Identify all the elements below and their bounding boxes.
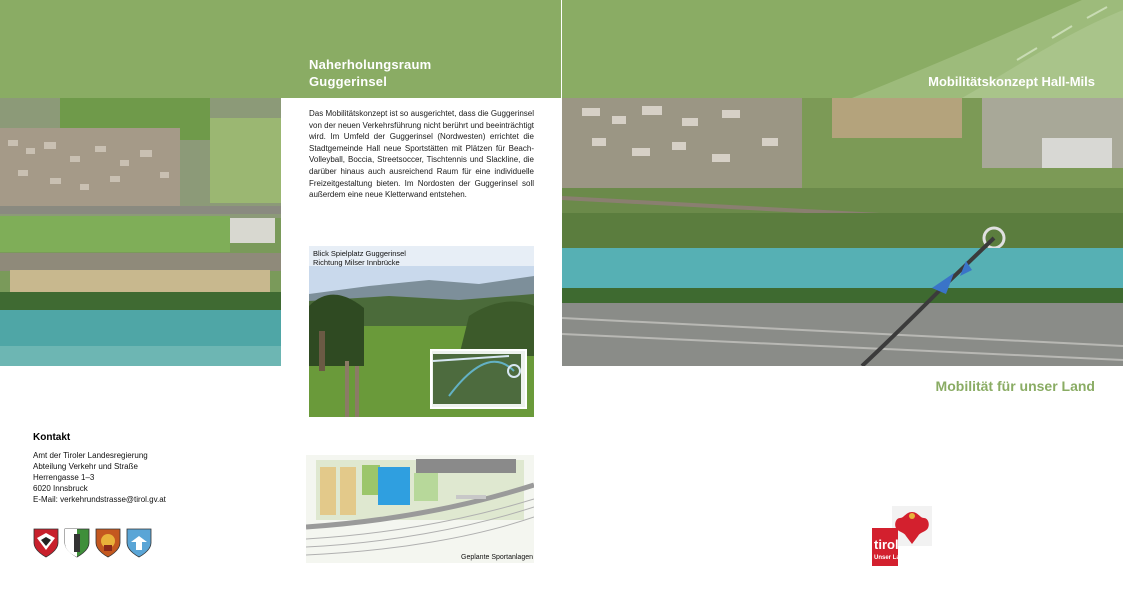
contact-line: Herrengasse 1–3 — [33, 473, 95, 482]
coat-of-arms-icon — [96, 529, 120, 557]
brochure-title: Mobilitätskonzept Hall-Mils — [928, 74, 1095, 89]
coat-of-arms-icon — [127, 529, 151, 557]
tirol-tagline: Unser Land — [874, 555, 908, 561]
contact-line: Abteilung Verkehr und Straße — [33, 462, 138, 471]
tirol-wordmark: tirol — [874, 537, 899, 552]
photo-caption — [313, 249, 406, 267]
coat-of-arms-row — [33, 528, 153, 558]
aerial-photo-right — [562, 98, 1123, 366]
slogan: Mobilität für unser Land — [935, 378, 1095, 394]
section-title-line2: Guggerinsel — [309, 74, 388, 89]
coat-of-arms-icon — [34, 529, 58, 557]
photo-caption-line1: Blick Spielplatz Guggerinsel — [313, 249, 406, 258]
playground-photo — [309, 246, 534, 417]
tirol-eagle-icon — [872, 506, 932, 566]
contact-email[interactable]: E-Mail: verkehrundstrasse@tirol.gv.at — [33, 495, 166, 504]
contact-heading: Kontakt — [33, 432, 71, 443]
coat-of-arms-icon — [65, 529, 89, 557]
site-plan — [306, 455, 534, 563]
plan-caption: Geplante Sportanlagen — [461, 554, 533, 561]
photo-caption-line2: Richtung Milser Innbrücke — [313, 258, 400, 267]
contact-line: 6020 Innsbruck — [33, 484, 88, 493]
contact-address — [33, 450, 166, 505]
section-title — [309, 56, 549, 90]
contact-line: Amt der Tiroler Landesregierung — [33, 451, 148, 460]
aerial-photo-left — [0, 98, 281, 366]
section-title-line1: Naherholungsraum — [309, 57, 432, 72]
tirol-logo — [872, 506, 932, 566]
body-paragraph: Das Mobilitätskonzept ist so ausgerichtet, dass die Guggerinsel von der neuen Verkehrsführung nicht berührt und beeinträchtigt wird. Im Umfeld der Guggerinsel (Nordwesten) errichtet die Stadtgemeinde Hall neue Sportstätten mit Plätzen für Beach-Volleyball, Boccia, Streetsoccer, Tischtennis und Slackline, die darüber hinaus auch ausreichend Raum für eine individuelle Freizeitgestaltung bieten. Im Nordosten der Guggerinsel soll außerdem eine neue Kletterwand entstehen. — [309, 109, 534, 200]
